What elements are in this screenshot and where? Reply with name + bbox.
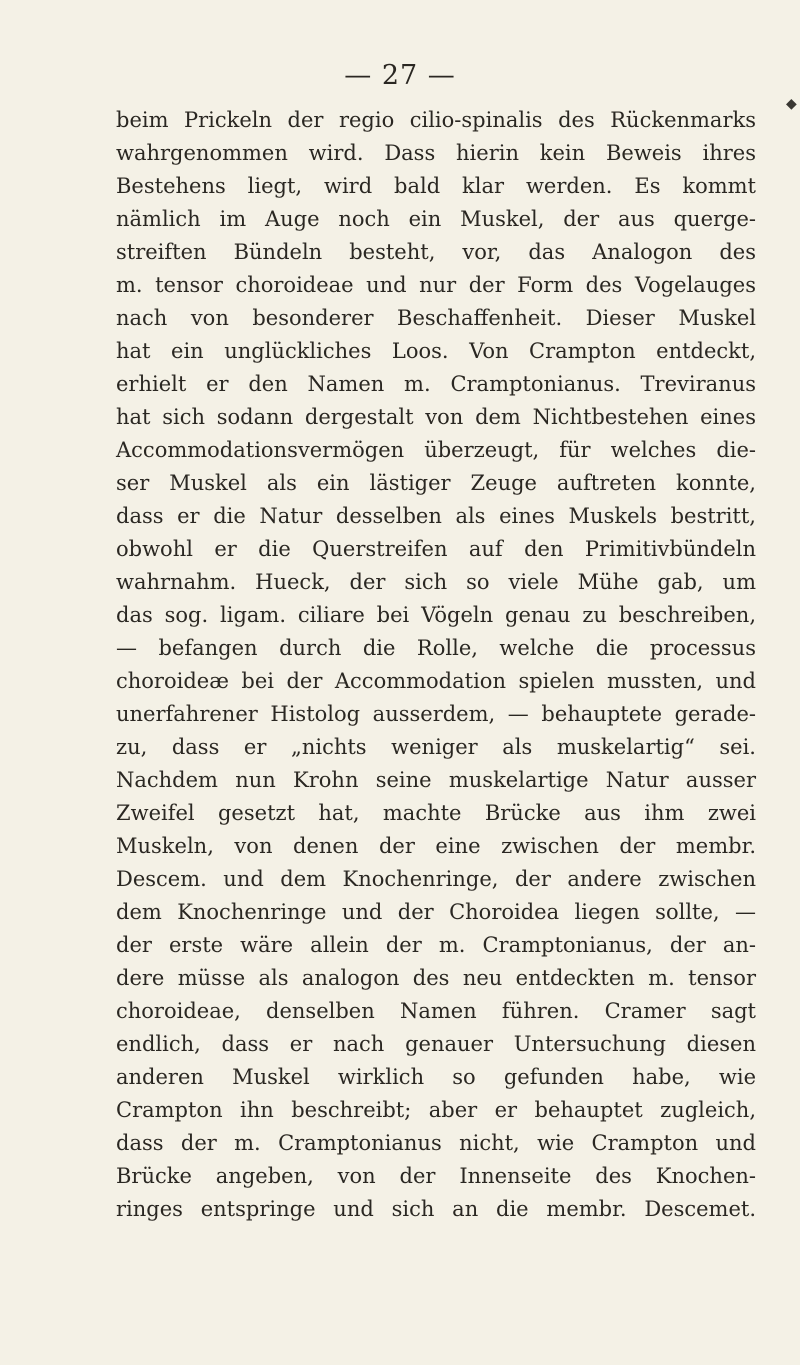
page-number: — 27 — xyxy=(344,60,456,91)
text-line: Crampton ihn beschreibt; aber er behauptet zugleich, xyxy=(116,1098,756,1122)
text-line: erhielt er den Namen m. Cramptonianus. Treviranus xyxy=(116,372,756,396)
text-line: dass der m. Cramptonianus nicht, wie Crampton und xyxy=(116,1131,756,1155)
text-line: Bestehens liegt, wird bald klar werden. Es kommt xyxy=(116,174,756,198)
text-line: choroideæ bei der Accommodation spielen mussten, und xyxy=(116,669,756,693)
text-line: Accommodationsvermögen überzeugt, für welches die- xyxy=(116,438,756,462)
text-line: zu, dass er „nichts weniger als muskelartig“ sei. xyxy=(116,735,756,759)
text-line: das sog. ligam. ciliare bei Vögeln genau zu beschreiben, xyxy=(116,603,756,627)
text-line: hat ein unglückliches Loos. Von Crampton entdeckt, xyxy=(116,339,756,363)
margin-mark: ◆ xyxy=(786,96,797,112)
text-line: nämlich im Auge noch ein Muskel, der aus querge- xyxy=(116,207,756,231)
text-line: der erste wäre allein der m. Cramptonianus, der an- xyxy=(116,933,756,957)
text-line: choroideae, denselben Namen führen. Cramer sagt xyxy=(116,999,756,1023)
text-line: wahrnahm. Hueck, der sich so viele Mühe gab, um xyxy=(116,570,756,594)
text-line: nach von besonderer Beschaffenheit. Dieser Muskel xyxy=(116,306,756,330)
text-line: — befangen durch die Rolle, welche die processus xyxy=(116,636,756,660)
text-line: unerfahrener Histolog ausserdem, — behauptete gerade- xyxy=(116,702,756,726)
text-line: Zweifel gesetzt hat, machte Brücke aus ihm zwei xyxy=(116,801,756,825)
text-line: ringes entspringe und sich an die membr. Descemet. xyxy=(116,1197,756,1221)
text-line: beim Prickeln der regio cilio-spinalis des Rückenmarks xyxy=(116,108,756,132)
text-line: Brücke angeben, von der Innenseite des Knochen- xyxy=(116,1164,756,1188)
text-line: Descem. und dem Knochenringe, der andere zwischen xyxy=(116,867,756,891)
text-line: ser Muskel als ein lästiger Zeuge auftreten konnte, xyxy=(116,471,756,495)
text-line: Nachdem nun Krohn seine muskelartige Natur ausser xyxy=(116,768,756,792)
text-line: anderen Muskel wirklich so gefunden habe, wie xyxy=(116,1065,756,1089)
body-text xyxy=(116,104,756,1226)
text-line: dere müsse als analogon des neu entdeckten m. tensor xyxy=(116,966,756,990)
text-line: Muskeln, von denen der eine zwischen der membr. xyxy=(116,834,756,858)
text-line: streiften Bündeln besteht, vor, das Analogon des xyxy=(116,240,756,264)
text-line: wahrgenommen wird. Dass hierin kein Beweis ihres xyxy=(116,141,756,165)
text-line: dem Knochenringe und der Choroidea liegen sollte, — xyxy=(116,900,756,924)
text-line: m. tensor choroideae und nur der Form des Vogelauges xyxy=(116,273,756,297)
text-line: hat sich sodann dergestalt von dem Nichtbestehen eines xyxy=(116,405,756,429)
text-line: endlich, dass er nach genauer Untersuchung diesen xyxy=(116,1032,756,1056)
text-line: dass er die Natur desselben als eines Muskels bestritt, xyxy=(116,504,756,528)
text-line: obwohl er die Querstreifen auf den Primitivbündeln xyxy=(116,537,756,561)
